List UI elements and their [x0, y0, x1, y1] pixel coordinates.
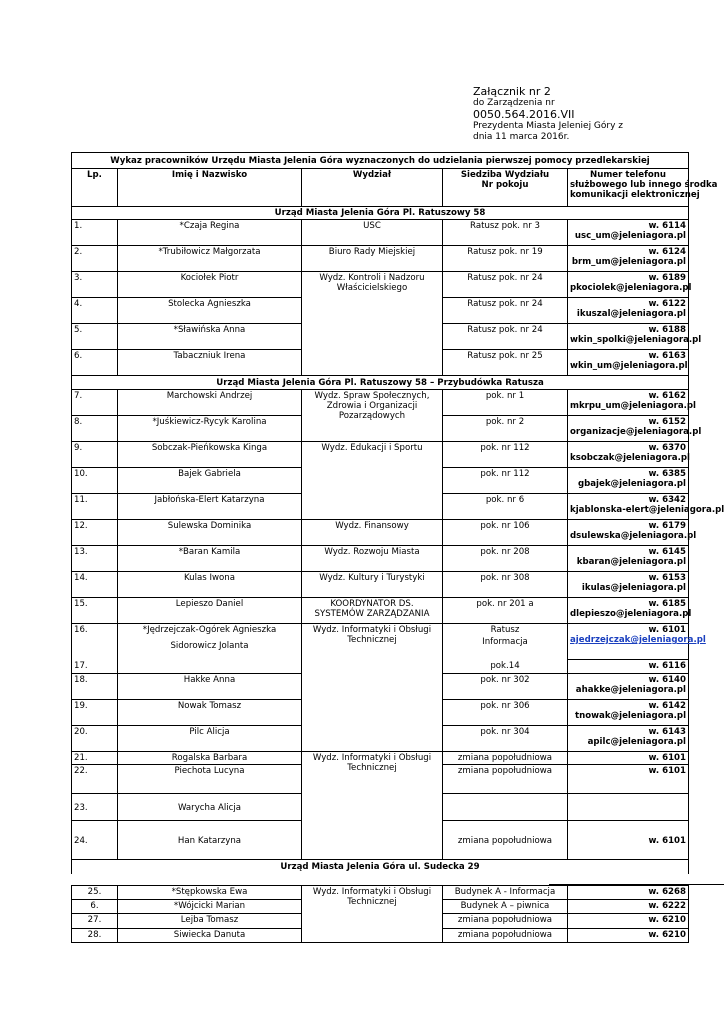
cell-name: Rogalska Barbara — [118, 752, 302, 765]
cell-seat: pok. nr 304 — [443, 726, 568, 752]
cell-lp: 4. — [72, 298, 118, 324]
cell-seat: pok. nr 306 — [443, 700, 568, 726]
document-header — [473, 86, 623, 143]
cell-seat: zmiana popołudniowa — [443, 929, 568, 943]
staff-table-sudecka — [71, 885, 689, 943]
cell-phone: w. 6222 — [568, 900, 689, 914]
cell-name: Hakke Anna — [118, 674, 302, 700]
cell-phone: w. 6189 pkociolek@jeleniagora.pl — [568, 272, 689, 298]
cell-seat: Ratusz pok. nr 3 — [443, 220, 568, 246]
cell-phone: w. 6101 — [568, 821, 689, 860]
cell-phone: w. 6185 dlepieszo@jeleniagora.pl — [568, 598, 689, 624]
table-row — [72, 546, 689, 572]
table-row — [72, 246, 689, 272]
cell-lp: 20. — [72, 726, 118, 752]
cell-dept: Wydz. Informatyki i Obsługi Technicznej — [302, 752, 443, 860]
cell-name: Sulewska Dominika — [118, 520, 302, 546]
cell-phone: w. 6370 ksobczak@jeleniagora.pl — [568, 442, 689, 468]
cell-dept: Wydz. Edukacji i Sportu — [302, 442, 443, 520]
cell-name: Nowak Tomasz — [118, 700, 302, 726]
table-row — [72, 390, 689, 416]
cell-phone: w. 6122 ikuszal@jeleniagora.pl — [568, 298, 689, 324]
col-header-name: Imię i Nazwisko — [118, 169, 302, 207]
cell-seat: Ratusz pok. nr 24 — [443, 298, 568, 324]
table-title: Wykaz pracowników Urzędu Miasta Jelenia Góra wyznaczonych do udzielania pierwszej pomocy przedlekarskiej — [72, 153, 689, 169]
cell-name: Warycha Alicja — [118, 794, 302, 821]
table-row — [72, 624, 689, 660]
cell-name: Jabłońska-Elert Katarzyna — [118, 494, 302, 520]
cell-seat: pok. nr 2 — [443, 416, 568, 442]
cell-name: Siwiecka Danuta — [118, 929, 302, 943]
cell-dept: Wydz. Kultury i Turystyki — [302, 572, 443, 598]
cell-lp: 6. — [72, 900, 118, 914]
section-header: Urząd Miasta Jelenia Góra Pl. Ratuszowy 58 — [72, 207, 689, 220]
cell-dept: Wydz. Spraw Społecznych, Zdrowia i Organizacji Pozarządowych — [302, 390, 443, 442]
issuer: Prezydenta Miasta Jeleniej Góry z — [473, 121, 624, 131]
cell-seat: pok. nr 1 — [443, 390, 568, 416]
cell-seat: pok. nr 201 a — [443, 598, 568, 624]
cell-seat: pok. nr 112 — [443, 468, 568, 494]
cell-phone — [568, 794, 689, 821]
cell-name: Han Katarzyna — [118, 821, 302, 860]
col-header-seat: Siedziba Wydziału Nr pokoju — [443, 169, 568, 207]
table-row — [72, 752, 689, 765]
table-row — [72, 598, 689, 624]
cell-lp: 27. — [72, 914, 118, 929]
cell-lp: 1. — [72, 220, 118, 246]
cell-seat: zmiana popołudniowa — [443, 821, 568, 860]
cell-seat: Budynek A - Informacja — [443, 886, 568, 900]
cell-lp: 10. — [72, 468, 118, 494]
cell-name: Kulas Iwona — [118, 572, 302, 598]
cell-seat: Ratusz pok. nr 24 — [443, 324, 568, 350]
cell-name: Pilc Alicja — [118, 726, 302, 752]
cell-phone: w. 6162 mkrpu_um@jeleniagora.pl — [568, 390, 689, 416]
col-header-dept: Wydział — [302, 169, 443, 207]
cell-dept: Wydz. Informatyki i Obsługi Technicznej — [302, 624, 443, 752]
cell-name: Marchowski Andrzej — [118, 390, 302, 416]
cell-lp: 24. — [72, 821, 118, 860]
cell-lp: 8. — [72, 416, 118, 442]
ordinance-number: 0050.564.2016.VII — [473, 108, 575, 121]
cell-lp: 11. — [72, 494, 118, 520]
cell-name: Kociołek Piotr — [118, 272, 302, 298]
col-header-phone: Numer telefonu służbowego lub innego środka komunikacji elektronicznej — [568, 169, 689, 207]
cell-seat: zmiana popołudniowa — [443, 752, 568, 765]
cell-name: Tabaczniuk Irena — [118, 350, 302, 376]
cell-phone: w. 6140 ahakke@jeleniagora.pl — [568, 674, 689, 700]
staff-table — [71, 152, 724, 874]
cell-lp: 5. — [72, 324, 118, 350]
cell-seat: zmiana popołudniowa — [443, 914, 568, 929]
cell-seat: Ratusz pok. nr 25 — [443, 350, 568, 376]
cell-lp: 7. — [72, 390, 118, 416]
cell-name: *Sławińska Anna — [118, 324, 302, 350]
section-header: Urząd Miasta Jelenia Góra Pl. Ratuszowy 58 – Przybudówka Ratusza — [72, 376, 689, 390]
cell-lp: 6. — [72, 350, 118, 376]
cell-phone: w. 6145 kbaran@jeleniagora.pl — [568, 546, 689, 572]
cell-phone: w. 6101 — [568, 752, 689, 765]
table-row — [72, 886, 689, 900]
table-row — [72, 572, 689, 598]
issue-date: dnia 11 marca 2016r. — [473, 132, 570, 142]
table-row — [72, 220, 689, 246]
cell-phone: w. 6101 — [568, 765, 689, 794]
cell-name: *Baran Kamila — [118, 546, 302, 572]
cell-name: *Czaja Regina — [118, 220, 302, 246]
section-header: Urząd Miasta Jelenia Góra ul. Sudecka 29 — [72, 860, 689, 874]
cell-name: Lejba Tomasz — [118, 914, 302, 929]
cell-lp: 15. — [72, 598, 118, 624]
cell-lp: 14. — [72, 572, 118, 598]
col-header-lp: Lp. — [72, 169, 118, 207]
cell-lp: 16. — [72, 624, 118, 660]
cell-phone: w. 6143 apilc@jeleniagora.pl — [568, 726, 689, 752]
cell-lp: 17. — [72, 660, 118, 674]
cell-name: *Trubiłowicz Małgorzata — [118, 246, 302, 272]
cell-seat: pok. nr 208 — [443, 546, 568, 572]
cell-lp: 21. — [72, 752, 118, 765]
cell-lp: 28. — [72, 929, 118, 943]
cell-name: *Jędrzejczak-Ogórek Agnieszka Sidorowicz Jolanta — [118, 624, 302, 674]
cell-phone: w. 6210 — [568, 914, 689, 929]
cell-seat: pok.14 — [443, 660, 568, 674]
cell-name: Lepieszo Daniel — [118, 598, 302, 624]
cell-seat: Budynek A – piwnica — [443, 900, 568, 914]
cell-phone: w. 6116 — [568, 660, 689, 674]
cell-seat: pok. nr 308 — [443, 572, 568, 598]
cell-lp: 23. — [72, 794, 118, 821]
cell-phone: w. 6153 ikulas@jeleniagora.pl — [568, 572, 689, 598]
cell-lp: 2. — [72, 246, 118, 272]
cell-phone: w. 6385 gbajek@jeleniagora.pl — [568, 468, 689, 494]
annex-ref: do Zarządzenia nr — [473, 98, 555, 108]
cell-dept: Wydz. Informatyki i Obsługi Technicznej — [302, 886, 443, 943]
cell-dept: KOORDYNATOR DS. SYSTEMÓW ZARZĄDZANIA — [302, 598, 443, 624]
cell-lp: 9. — [72, 442, 118, 468]
cell-phone: w. 6101 ajedrzejczak@jeleniagora.pl — [568, 624, 689, 660]
table-header-row — [72, 169, 689, 207]
cell-name: *Juśkiewicz-Rycyk Karolina — [118, 416, 302, 442]
cell-lp: 3. — [72, 272, 118, 298]
cell-name: Bajek Gabriela — [118, 468, 302, 494]
email-link[interactable]: ajedrzejczak@jeleniagora.pl — [570, 635, 706, 645]
cell-phone: w. 6152 organizacje@jeleniagora.pl — [568, 416, 689, 442]
cell-phone: w. 6114 usc_um@jeleniagora.pl — [568, 220, 689, 246]
cell-seat: pok. nr 112 — [443, 442, 568, 468]
cell-seat: Ratusz pok. nr 19 — [443, 246, 568, 272]
cell-dept: Biuro Rady Miejskiej — [302, 246, 443, 272]
cell-name: Piechota Lucyna — [118, 765, 302, 794]
cell-seat: zmiana popołudniowa — [443, 765, 568, 794]
cell-dept: USC — [302, 220, 443, 246]
cell-seat: pok. nr 6 — [443, 494, 568, 520]
cell-lp: 12. — [72, 520, 118, 546]
cell-phone: w. 6188 wkin_spolki@jeleniagora.pl — [568, 324, 689, 350]
cell-phone: w. 6179 dsulewska@jeleniagora.pl — [568, 520, 689, 546]
cell-name: *Stępkowska Ewa — [118, 886, 302, 900]
cell-name: Stolecka Agnieszka — [118, 298, 302, 324]
cell-lp: 13. — [72, 546, 118, 572]
cell-dept: Wydz. Finansowy — [302, 520, 443, 546]
annex-label: Załącznik nr 2 — [473, 85, 551, 98]
cell-phone: w. 6163 wkin_um@jeleniagora.pl — [568, 350, 689, 376]
cell-lp: 22. — [72, 765, 118, 794]
cell-dept: Wydz. Kontroli i Nadzoru Właścicielskiego — [302, 272, 443, 376]
cell-dept: Wydz. Rozwoju Miasta — [302, 546, 443, 572]
cell-lp: 25. — [72, 886, 118, 900]
table-row — [72, 520, 689, 546]
cell-seat: pok. nr 302 — [443, 674, 568, 700]
cell-lp: 19. — [72, 700, 118, 726]
cell-seat: pok. nr 106 — [443, 520, 568, 546]
cell-phone: w. 6268 — [568, 886, 689, 900]
table-row — [72, 442, 689, 468]
cell-phone: w. 6342 kjablonska-elert@jeleniagora.pl — [568, 494, 689, 520]
cell-seat: Ratusz Informacja — [443, 624, 568, 660]
cell-phone: w. 6210 — [568, 929, 689, 943]
cell-name: *Wójcicki Marian — [118, 900, 302, 914]
cell-seat — [443, 794, 568, 821]
cell-phone: w. 6142 tnowak@jeleniagora.pl — [568, 700, 689, 726]
cell-lp: 18. — [72, 674, 118, 700]
cell-name: Sobczak-Pieńkowska Kinga — [118, 442, 302, 468]
cell-seat: Ratusz pok. nr 24 — [443, 272, 568, 298]
cell-phone: w. 6124 brm_um@jeleniagora.pl — [568, 246, 689, 272]
table-row — [72, 272, 689, 298]
